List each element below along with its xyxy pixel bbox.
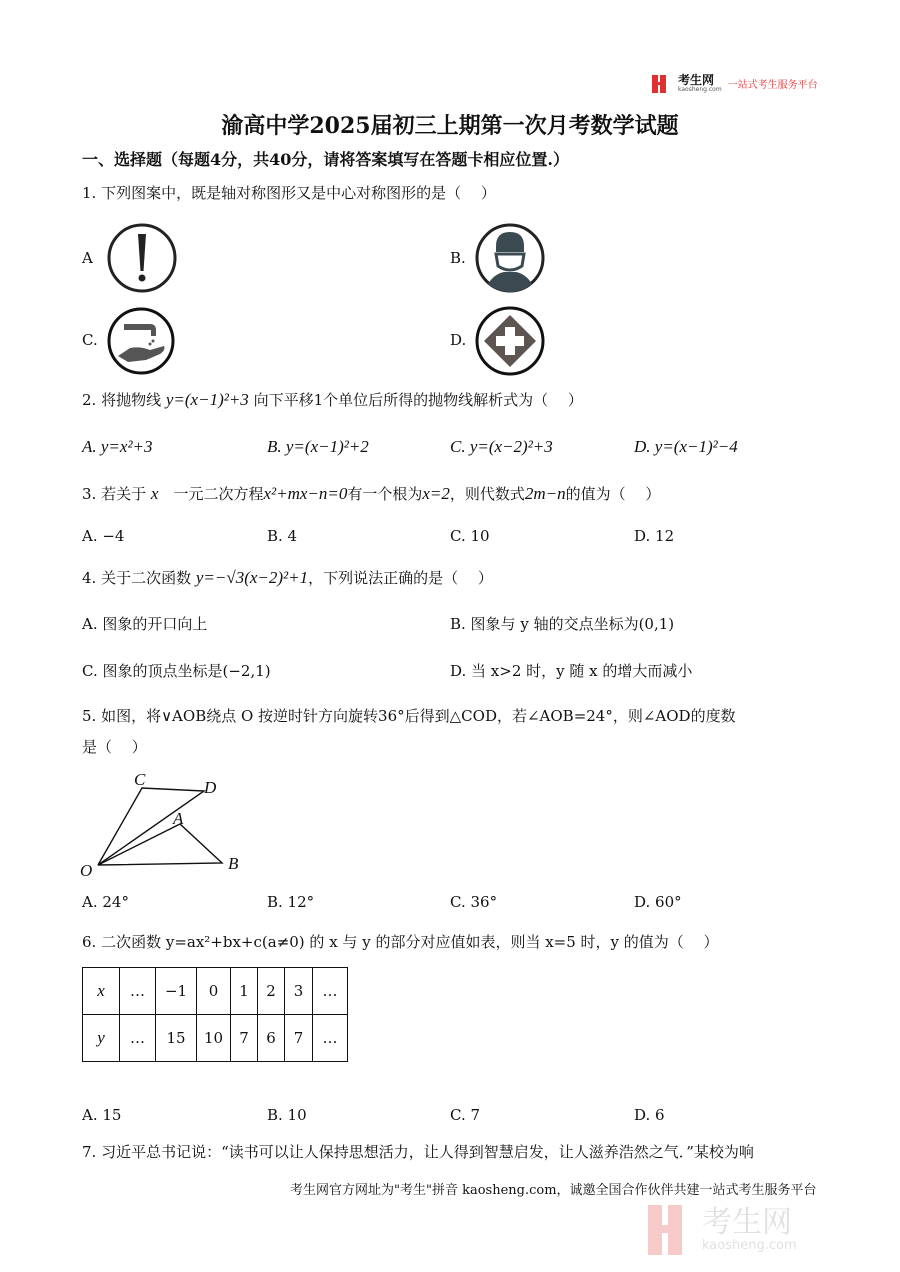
q5-stem-line1: 5. 如图，将∨AOB绕点 O 按逆时针方向旋转36°后得到△COD，若∠AOB=24°，则∠AOD的度数	[82, 707, 736, 725]
q3-option-d[interactable]: D. 12	[634, 527, 675, 545]
q3-option-a[interactable]: A. −4	[82, 527, 125, 545]
footer-text: 考生网官方网址为"考生"拼音 kaosheng.com，诚邀全国合作伙伴共建一站式考生服务平台	[290, 1183, 817, 1198]
q3-text: 3. 若关于	[82, 485, 147, 503]
brand-name: 考生网	[678, 73, 715, 87]
watermark-logo-icon	[648, 1205, 694, 1255]
q1-label-d: D.	[450, 331, 467, 349]
table-cell: 7	[231, 1015, 258, 1062]
rotation-figure	[76, 766, 256, 881]
q7-stem: 7. 习近平总书记说：“读书可以让人保持思想活力，让人得到智慧启发，让人滋养浩然之气．”某校为响	[82, 1143, 754, 1161]
q6-option-a[interactable]: A. 15	[82, 1106, 122, 1124]
watermark-domain: kaosheng.com	[702, 1237, 797, 1253]
q3-option-b[interactable]: B. 4	[267, 527, 298, 545]
label-a: A	[173, 809, 184, 828]
masked-person-icon	[474, 222, 546, 294]
q4-expression: y=−√3(x−2)²+1	[195, 568, 309, 587]
label-d: D	[204, 778, 217, 797]
q5-stem-line2: 是（ ）	[82, 738, 147, 756]
q6-stem: 6. 二次函数 y=ax²+bx+c(a≠0) 的 x 与 y 的部分对应值如表，则当 x=5 时，y 的值为（ ）	[82, 933, 719, 951]
table-cell: x	[83, 968, 120, 1015]
label-b: B	[228, 854, 239, 873]
q3-text-c: 有一个根为	[347, 485, 423, 503]
q5-option-c[interactable]: C. 36°	[450, 893, 498, 911]
table-cell: 2	[258, 968, 285, 1015]
table-cell: 10	[197, 1015, 231, 1062]
table-cell: 6	[258, 1015, 285, 1062]
q4-option-c[interactable]: C. 图象的顶点坐标是(−2,1)	[82, 662, 271, 680]
table-cell: 3	[285, 968, 313, 1015]
q3-root: x=2	[422, 484, 450, 503]
q6-option-d[interactable]: D. 6	[634, 1106, 665, 1124]
q3-var: x	[150, 484, 159, 503]
q5-option-a[interactable]: A. 24°	[82, 893, 129, 911]
q4-text: 4. 关于二次函数	[82, 569, 192, 587]
q2-option-a[interactable]: A. y=x²+3	[82, 437, 153, 456]
table-row	[83, 1015, 348, 1062]
value-table	[82, 967, 348, 1062]
q5-option-d[interactable]: D. 60°	[634, 893, 682, 911]
q3-option-c[interactable]: C. 10	[450, 527, 490, 545]
table-cell: y	[83, 1015, 120, 1062]
q1-stem: 1. 下列图案中，既是轴对称图形又是中心对称图形的是（ ）	[82, 184, 496, 202]
q5-option-b[interactable]: B. 12°	[267, 893, 315, 911]
q2-text-b: 向下平移1个单位后所得的抛物线解析式为（ ）	[253, 391, 583, 409]
header-logo	[652, 74, 818, 93]
watermark-text: 考生网	[702, 1204, 792, 1240]
brand-slogan: 一站式考生服务平台	[727, 80, 818, 91]
page-title: 渝高中学2025届初三上期第一次月考数学试题	[221, 113, 679, 139]
brand-domain: kaosheng.com	[678, 86, 722, 93]
table-cell: 0	[197, 968, 231, 1015]
table-cell: 7	[285, 1015, 313, 1062]
q2-option-b[interactable]: B. y=(x−1)²+2	[267, 437, 369, 456]
table-cell: …	[313, 1015, 348, 1062]
q4-stem	[82, 568, 493, 588]
q4-option-a[interactable]: A. 图象的开口向上	[82, 615, 208, 633]
q1-label-b: B.	[450, 249, 466, 267]
table-cell: …	[120, 968, 156, 1015]
q2-option-c[interactable]: C. y=(x−2)²+3	[450, 437, 553, 456]
table-cell: −1	[156, 968, 197, 1015]
watermark	[648, 1205, 797, 1255]
q1-label-a: A	[82, 249, 93, 267]
q3-stem	[82, 484, 660, 504]
table-cell: 1	[231, 968, 258, 1015]
q4-option-b[interactable]: B. 图象与 y 轴的交点坐标为(0,1)	[450, 615, 675, 633]
kaosheng-logo-icon	[652, 75, 672, 93]
q3-expression: 2m−n	[524, 484, 566, 503]
table-cell: …	[313, 968, 348, 1015]
medical-cross-icon	[474, 305, 546, 377]
table-row	[83, 968, 348, 1015]
q3-text-b: 一元二次方程	[173, 485, 264, 503]
table-cell: 15	[156, 1015, 197, 1062]
q2-option-d[interactable]: D. y=(x−1)²−4	[634, 437, 738, 456]
q6-option-c[interactable]: C. 7	[450, 1106, 481, 1124]
label-o: O	[80, 861, 93, 880]
q1-label-c: C.	[82, 331, 98, 349]
q4-option-d[interactable]: D. 当 x>2 时，y 随 x 的增大而减小	[450, 662, 693, 680]
q4-text-b: ，下列说法正确的是（ ）	[308, 569, 493, 587]
hand-washing-icon	[106, 306, 176, 376]
q3-equation: x²+mx−n=0	[263, 484, 348, 503]
table-cell: …	[120, 1015, 156, 1062]
q3-text-e: 的值为（ ）	[565, 485, 661, 503]
label-c: C	[134, 770, 146, 789]
q2-expression: y=(x−1)²+3	[165, 390, 249, 409]
q2-stem	[82, 390, 583, 410]
q3-text-d: ，则代数式	[449, 485, 525, 503]
exclamation-icon	[106, 222, 178, 294]
section-heading: 一、选择题（每题4分，共40分，请将答案填写在答题卡相应位置.）	[82, 150, 569, 169]
q2-text: 2. 将抛物线	[82, 391, 162, 409]
q6-option-b[interactable]: B. 10	[267, 1106, 307, 1124]
